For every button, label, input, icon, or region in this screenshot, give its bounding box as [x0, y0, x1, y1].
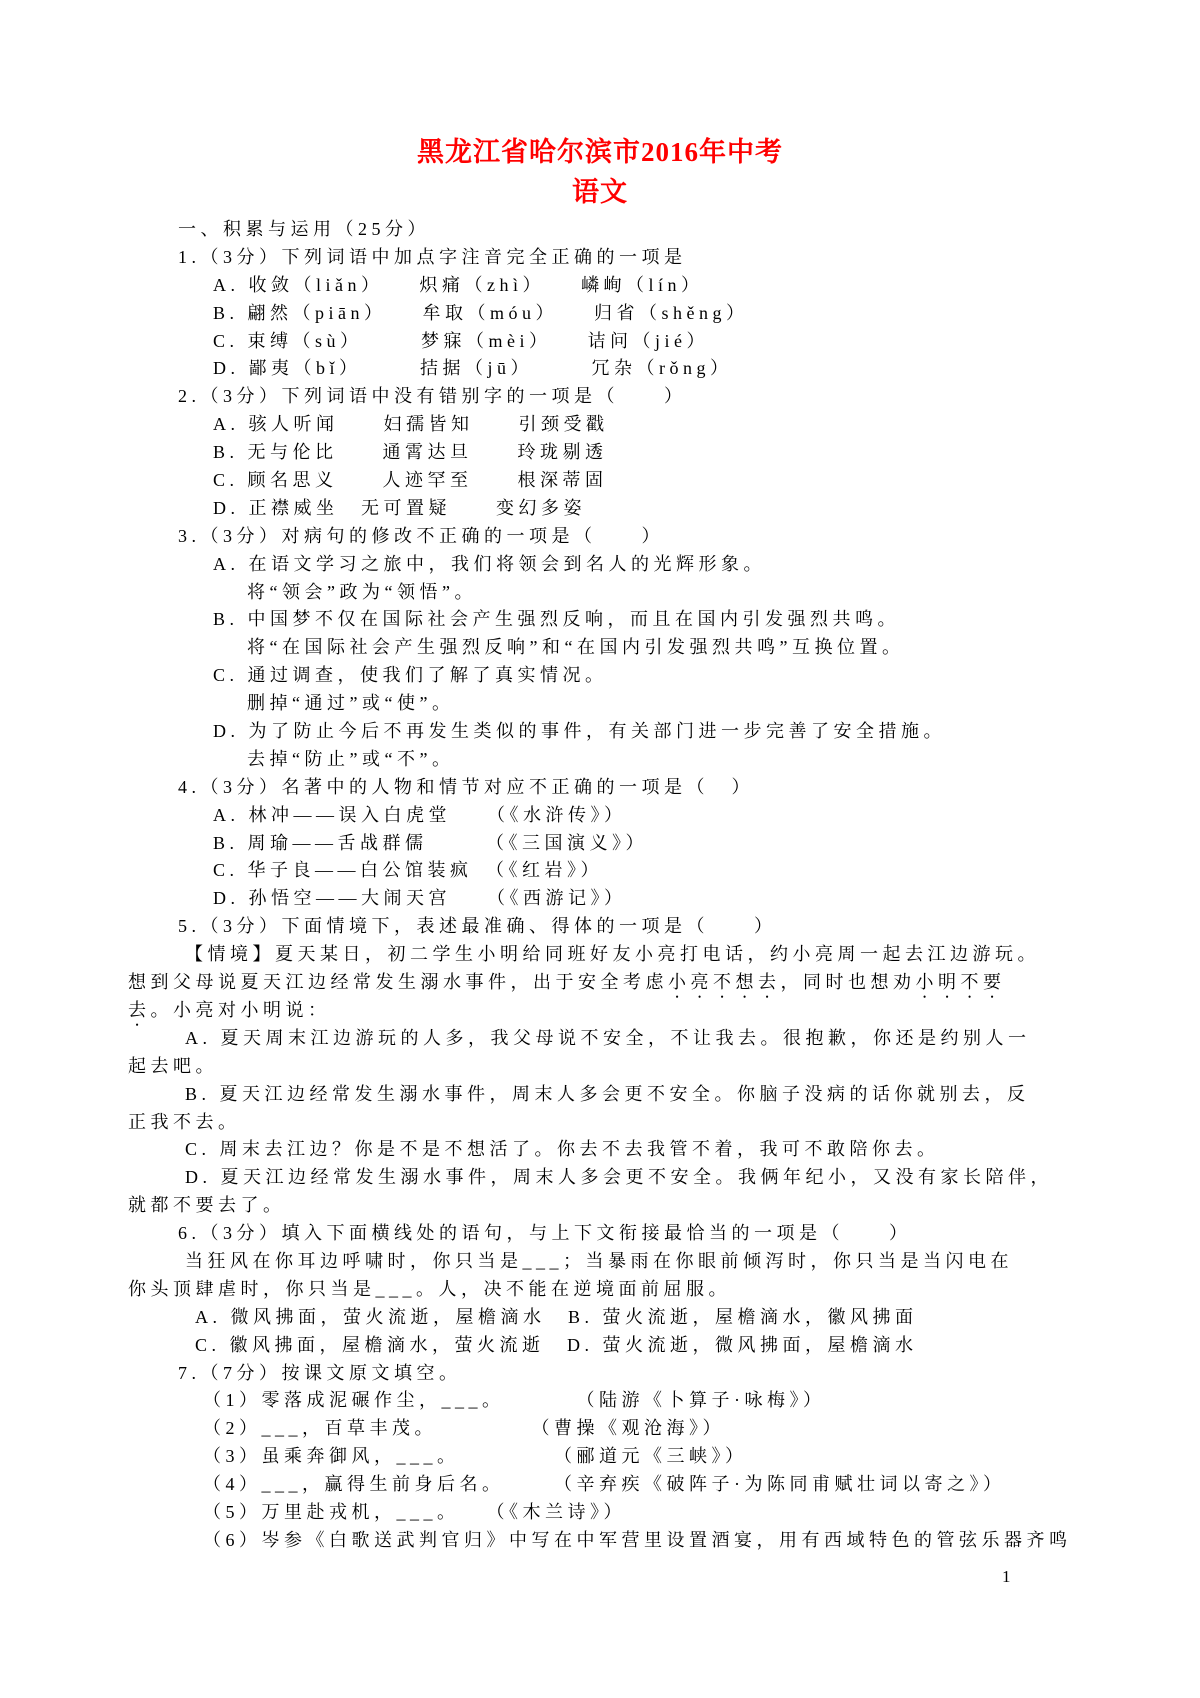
document-subtitle: 语文	[572, 177, 628, 207]
text-line: B. 翩然（piān） 牟取（móu） 归省（shěng）	[213, 302, 749, 323]
text-line	[128, 969, 1168, 997]
text-line: （6）岑参《白歌送武判官归》中写在中军营里设置酒宴，用有西域特色的管弦乐器齐鸣	[203, 1529, 1072, 1550]
text-line: C. 徽风拂面，屋檐滴水，萤火流逝 D. 萤火流逝，微风拂面，屋檐滴水	[195, 1334, 918, 1355]
text-line: （5）万里赴戎机，___。 （《木兰诗》）	[203, 1501, 626, 1522]
text-line: 去掉“防止”或“不”。	[247, 748, 455, 769]
text-line: 2.（3分）下列词语中没有错别字的一项是（ ）	[178, 386, 687, 407]
text-segment: 想到父母说夏天江边经常发生溺水事件，出于安全考虑	[128, 972, 668, 993]
document-title: 黑龙江省哈尔滨市2016年中考	[417, 137, 783, 167]
text-line: 3.（3分）对病句的修改不正确的一项是（ ）	[178, 525, 664, 546]
text-line: 1.（3分）下列词语中加点字注音完全正确的一项是	[178, 246, 687, 267]
emphasized-text: 小明不要	[915, 972, 1006, 993]
text-line: 起去吧。	[128, 1055, 218, 1076]
text-line: （3）虽乘奔御风，___。 （郦道元《三峡》）	[203, 1446, 748, 1467]
text-line: 就都不要去了。	[128, 1195, 286, 1216]
emphasized-text: 小亮不想去	[668, 972, 781, 993]
text-line: 正我不去。	[128, 1111, 241, 1132]
text-line: D. 夏天江边经常发生溺水事件，周末人多会更不安全。我俩年纪小，又没有家长陪伴，	[185, 1167, 1053, 1188]
text-line: C. 周末去江边？你是不是不想活了。你去不去我管不着，我可不敢陪你去。	[185, 1139, 940, 1160]
text-line: 将“在国际社会产生强烈反响”和“在国内引发强烈共鸣”互换位置。	[247, 637, 905, 658]
text-line: 4.（3分）名著中的人物和情节对应不正确的一项是（ ）	[178, 776, 754, 797]
text-line: A. 林冲——误入白虎堂 （《水浒传》）	[213, 804, 627, 825]
text-line: C. 顾名思义 人迹罕至 根深蒂固	[213, 470, 608, 491]
text-line: 5.（3分）下面情境下，表述最准确、得体的一项是（ ）	[178, 916, 777, 937]
text-line: 删掉“通过”或“使”。	[247, 693, 455, 714]
text-line: D. 鄙夷（bǐ） 拮据（jū） 冗杂（rǒng）	[213, 358, 733, 379]
text-line: B. 无与伦比 通霄达旦 玲珑剔透	[213, 442, 608, 463]
text-line: （4）___，赢得生前身后名。 （辛弃疾《破阵子·为陈同甫赋壮词以寄之》）	[203, 1474, 1006, 1495]
text-line: 7.（7分）按课文原文填空。	[178, 1362, 462, 1383]
emphasized-text: 去	[128, 999, 151, 1020]
text-line: A. 骇人听闻 妇孺皆知 引颈受戳	[213, 414, 609, 435]
text-line: B. 夏天江边经常发生溺水事件，周末人多会更不安全。你脑子没病的话你就别去，反	[185, 1083, 1030, 1104]
text-line: D. 孙悟空——大闹天宫 （《西游记》）	[213, 888, 627, 909]
text-line: 当狂风在你耳边呼啸时，你只当是___；当暴雨在你眼前倾泻时，你只当是当闪电在	[185, 1250, 1013, 1271]
text-line: 【情境】夏天某日，初二学生小明给同班好友小亮打电话，约小亮周一起去江边游玩。	[185, 944, 1040, 965]
text-line: A. 夏天周末江边游玩的人多，我父母说不安全，不让我去。很抱歉，你还是约别人一	[185, 1027, 1031, 1048]
text-segment: 。小亮对小明说：	[150, 999, 331, 1020]
text-line: 你头顶肆虐时，你只当是___。人，决不能在逆境面前屈服。	[128, 1278, 731, 1299]
text-line: （1）零落成泥碾作尘，___。 （陆游《卜算子·咏梅》）	[203, 1390, 826, 1411]
text-line: 6.（3分）填入下面横线处的语句，与上下文衔接最恰当的一项是（ ）	[178, 1223, 912, 1244]
text-line: B. 周瑜——舌战群儒 （《三国演义》）	[213, 832, 649, 853]
text-line: A. 收敛（liǎn） 炽痛（zhì） 嶙峋（lín）	[213, 274, 704, 295]
text-line: D. 正襟威坐 无可置疑 变幻多姿	[213, 497, 586, 518]
text-line: 将“领会”政为“领悟”。	[247, 581, 477, 602]
content-lines	[128, 216, 1168, 1555]
text-line: （2）___，百草丰茂。 （曹操《观沧海》）	[203, 1418, 725, 1439]
text-line: A. 微风拂面，萤火流逝，屋檐滴水 B. 萤火流逝，屋檐滴水，徽风拂面	[195, 1306, 918, 1327]
page-number: 1	[1002, 1567, 1011, 1586]
document-header	[0, 132, 1200, 212]
text-line: B. 中国梦不仅在国际社会产生强烈反响，而且在国内引发强烈共鸣。	[213, 609, 901, 630]
text-line: 一、积累与运用（25分）	[178, 219, 430, 239]
text-line: D. 为了防止今后不再发生类似的事件，有关部门进一步完善了安全措施。	[213, 721, 946, 742]
text-line	[128, 997, 1168, 1025]
text-line: C. 华子良——白公馆装疯 （《红岩》）	[213, 860, 604, 881]
text-line: C. 通过调查，使我们了解了真实情况。	[213, 665, 608, 686]
text-line: C. 束缚（sù） 梦寐（mèi） 诘问（jié）	[213, 330, 709, 351]
text-line: A. 在语文学习之旅中，我们将领会到名人的光辉形象。	[213, 553, 766, 574]
text-segment: ，同时也想劝	[780, 972, 916, 993]
